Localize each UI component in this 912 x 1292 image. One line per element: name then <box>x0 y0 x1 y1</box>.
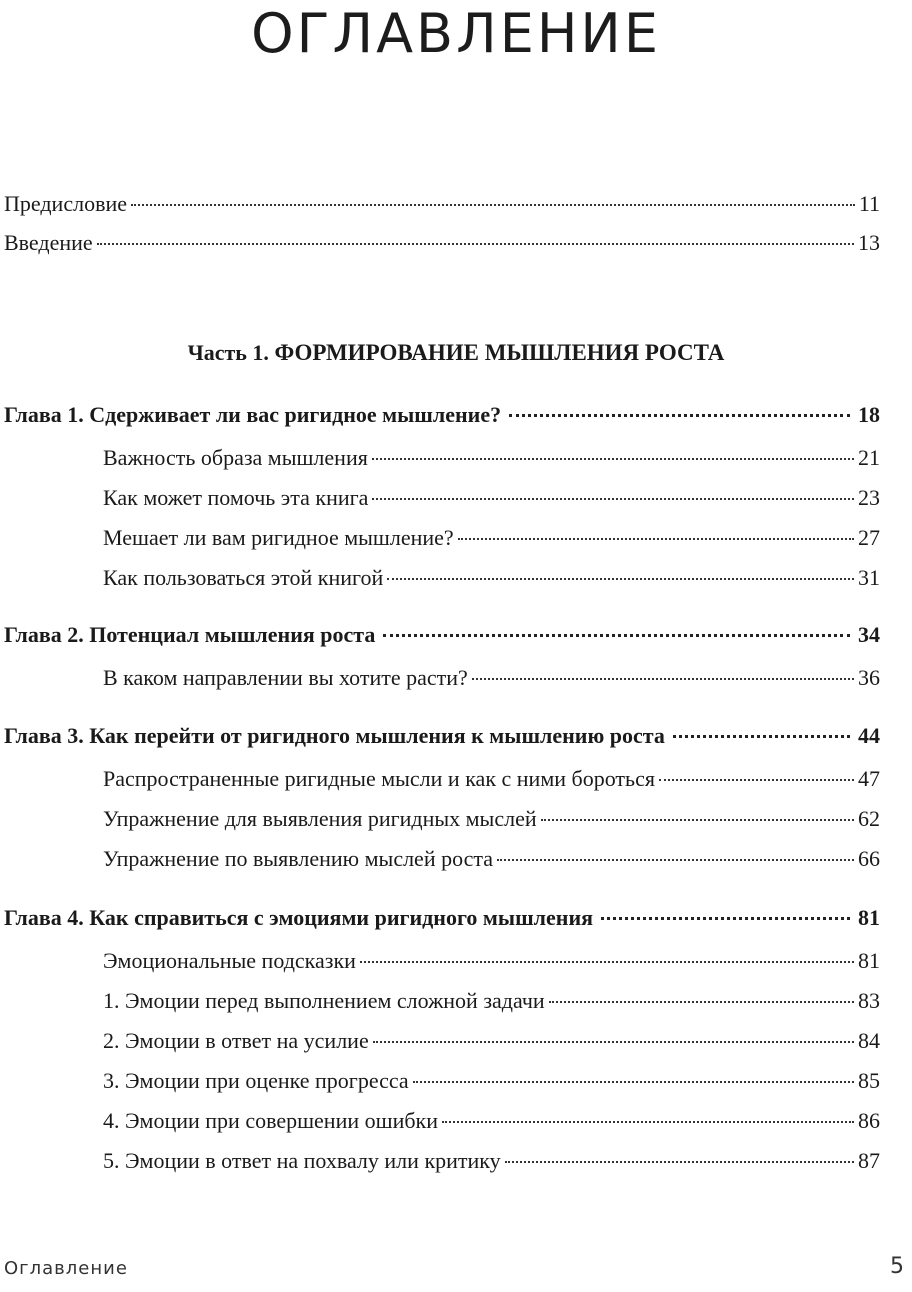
toc-entry-title: 3. Эмоции при оценке прогресса <box>103 1068 409 1093</box>
toc-entry-page: 21 <box>858 445 880 470</box>
dot-leader <box>497 859 854 861</box>
toc-entry-page: 81 <box>858 948 880 973</box>
toc-entry-page: 81 <box>858 905 880 930</box>
dot-leader <box>372 498 854 500</box>
part-title: ФОРМИРОВАНИЕ МЫШЛЕНИЯ РОСТА <box>274 340 725 365</box>
toc-chapter-1[interactable] <box>4 401 880 429</box>
toc-section[interactable] <box>103 1107 880 1135</box>
toc-section[interactable] <box>103 987 880 1015</box>
toc-chapter-4[interactable] <box>4 904 880 932</box>
toc-entry-title: 5. Эмоции в ответ на похвалу или критику <box>103 1148 501 1173</box>
toc-chapter-3[interactable] <box>4 722 880 750</box>
toc-entry-page: 47 <box>858 766 880 791</box>
dot-leader <box>505 1161 854 1163</box>
toc-chapter-2[interactable] <box>4 621 880 649</box>
toc-entry-title: Как может помочь эта книга <box>103 485 369 510</box>
toc-entry-title: Введение <box>4 230 93 255</box>
dot-leader <box>383 634 850 637</box>
toc-entry-page: 18 <box>858 402 880 427</box>
toc-entry-introduction[interactable] <box>4 229 880 257</box>
toc-section[interactable] <box>103 1027 880 1055</box>
page-title: ОГЛАВЛЕНИЕ <box>251 2 661 65</box>
toc-section[interactable] <box>103 947 880 975</box>
toc-entry-title: Глава 2. Потенциал мышления роста <box>4 622 376 647</box>
toc-section[interactable] <box>103 484 880 512</box>
toc-entry-page: 31 <box>858 565 880 590</box>
toc-section[interactable] <box>103 1067 880 1095</box>
toc-entry-page: 84 <box>858 1028 880 1053</box>
dot-leader <box>541 819 854 821</box>
toc-entry-page: 83 <box>858 988 880 1013</box>
dot-leader <box>373 1041 854 1043</box>
toc-entry-title: 2. Эмоции в ответ на усилие <box>103 1028 369 1053</box>
toc-entry-page: 85 <box>858 1068 880 1093</box>
toc-entry-page: 34 <box>858 622 880 647</box>
toc-entry-page: 86 <box>858 1108 880 1133</box>
toc-entry-title: Упражнение по выявлению мыслей роста <box>103 846 494 871</box>
toc-entry-title: 4. Эмоции при совершении ошибки <box>103 1108 438 1133</box>
toc-entry-title: Упражнение для выявления ригидных мыслей <box>103 806 537 831</box>
toc-section[interactable] <box>103 805 880 833</box>
toc-entry-title: Предисловие <box>4 191 127 216</box>
dot-leader <box>360 961 854 963</box>
part-prefix: Часть 1. <box>187 340 269 365</box>
toc-entry-title: Важность образа мышления <box>103 445 368 470</box>
toc-entry-title: Глава 3. Как перейти от ригидного мышления к мышлению роста <box>4 723 665 748</box>
toc-entry-title: В каком направлении вы хотите расти? <box>103 665 468 690</box>
toc-entry-title: Глава 4. Как справиться с эмоциями ригидного мышления <box>4 905 594 930</box>
toc-entry-title: 1. Эмоции перед выполнением сложной задачи <box>103 988 545 1013</box>
toc-section[interactable] <box>103 1147 880 1175</box>
dot-leader <box>601 917 850 920</box>
toc-entry-page: 66 <box>858 846 880 871</box>
dot-leader <box>673 735 850 738</box>
toc-section[interactable] <box>103 845 880 873</box>
dot-leader <box>458 538 854 540</box>
toc-section[interactable] <box>103 765 880 793</box>
page-number: 5 <box>890 1254 904 1279</box>
toc-entry-page: 27 <box>858 525 880 550</box>
dot-leader <box>509 414 850 417</box>
dot-leader <box>659 779 854 781</box>
toc-entry-title: Мешает ли вам ригидное мышление? <box>103 525 454 550</box>
toc-section[interactable] <box>103 564 880 592</box>
running-footer-label: Оглавление <box>4 1258 128 1279</box>
dot-leader <box>549 1001 854 1003</box>
toc-entry-page: 11 <box>858 191 880 216</box>
part-heading <box>0 338 912 368</box>
dot-leader <box>97 243 854 245</box>
dot-leader <box>442 1121 854 1123</box>
toc-entry-title: Как пользоваться этой книгой <box>103 565 384 590</box>
toc-entry-page: 13 <box>858 230 880 255</box>
dot-leader <box>472 678 854 680</box>
toc-entry-page: 23 <box>858 485 880 510</box>
dot-leader <box>413 1081 854 1083</box>
dot-leader <box>387 578 854 580</box>
dot-leader <box>131 204 855 206</box>
toc-section[interactable] <box>103 524 880 552</box>
toc-section[interactable] <box>103 664 880 692</box>
toc-entry-title: Глава 1. Сдерживает ли вас ригидное мышление? <box>4 402 502 427</box>
toc-entry-page: 44 <box>858 723 880 748</box>
toc-entry-title: Эмоциональные подсказки <box>103 948 356 973</box>
toc-entry-page: 36 <box>858 665 880 690</box>
toc-entry-title: Распространенные ригидные мысли и как с ними бороться <box>103 766 655 791</box>
toc-entry-preface[interactable] <box>4 190 880 218</box>
toc-entry-page: 87 <box>858 1148 880 1173</box>
toc-section[interactable] <box>103 444 880 472</box>
toc-entry-page: 62 <box>858 806 880 831</box>
dot-leader <box>372 458 854 460</box>
